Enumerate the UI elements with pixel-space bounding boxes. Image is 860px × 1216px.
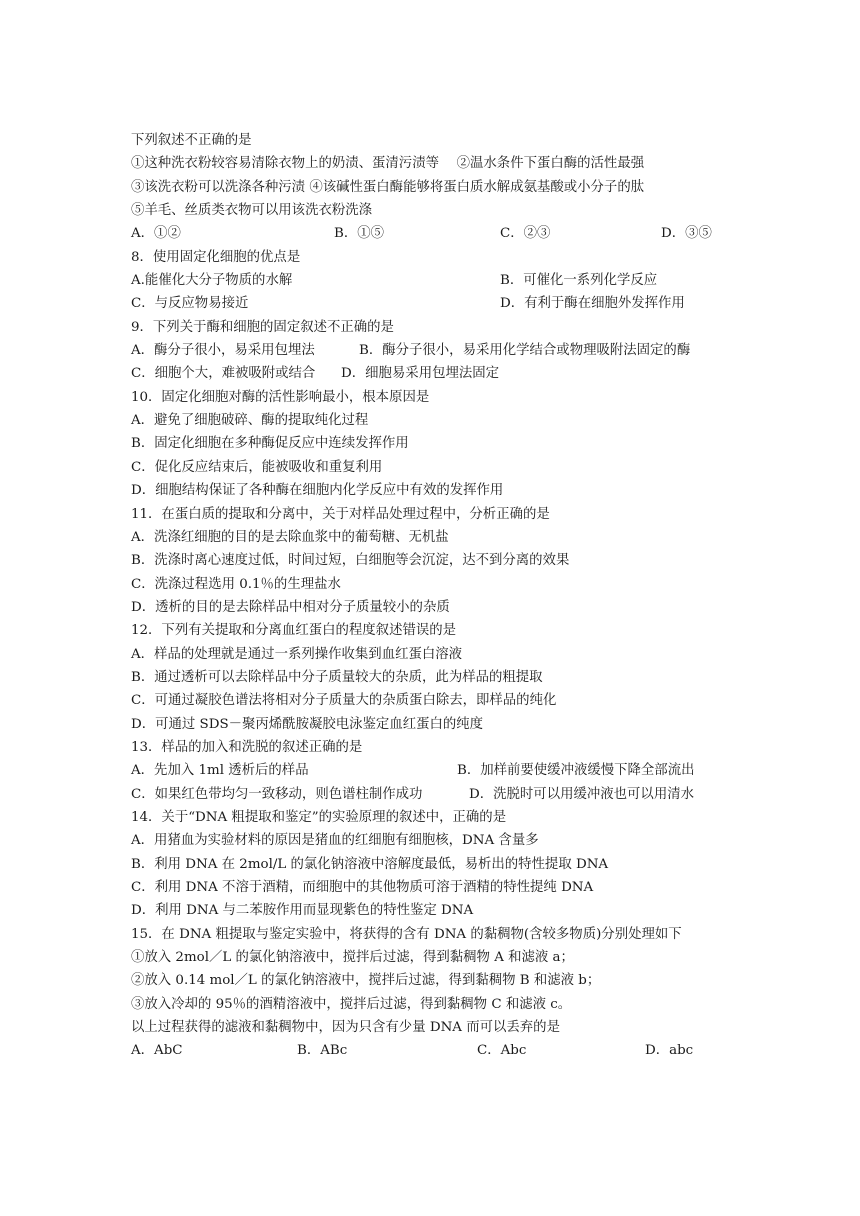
q10-option-b: B．固定化细胞在多种酶促反应中连续发挥作用 [131,436,409,452]
q8-options-row-1 [131,269,743,292]
q13-option-a: A．先加入 1ml 透析后的样品 [131,763,309,779]
q11-stem: 11．在蛋白质的提取和分离中，关于对样品处理过程中，分析正确的是 [131,506,550,522]
q11-option-c: C．洗涤过程选用 0.1％的生理盐水 [131,576,341,592]
q12-option-b: B．通过透析可以去除样品中分子质量较大的杂质，此为样品的粗提取 [131,669,543,685]
q11-option-b: B．洗涤时离心速度过低，时间过短，白细胞等会沉淀，达不到分离的效果 [131,553,570,569]
q12-stem: 12．下列有关提取和分离血红蛋白的程度叙述错误的是 [131,623,457,639]
q11-option-a: A．洗涤红细胞的目的是去除血浆中的葡萄糖、无机盐 [131,529,449,545]
q12-option-a: A．样品的处理就是通过一系列操作收集到血红蛋白溶液 [131,646,463,662]
q14-option-b: B．利用 DNA 在 2mol/L 的氯化钠溶液中溶解度最低，易析出的特性提取 DNA [131,856,609,872]
q8-stem: 8．使用固定化细胞的优点是 [131,249,301,265]
q8-option-c: C．与反应物易接近 [131,296,249,312]
q8-option-d: D．有利于酶在细胞外发挥作用 [500,296,685,312]
q14-option-a: A．用猪血为实验材料的原因是猪血的红细胞有细胞核，DNA 含量多 [131,833,539,849]
q9-option-a: A．酶分子很小，易采用包埋法 [131,343,315,359]
q9-options-row-1 [131,339,743,362]
q10-option-a: A．避免了细胞破碎、酶的提取纯化过程 [131,413,369,429]
q12-option-c: C．可通过凝胶色谱法将相对分子质量大的杂质蛋白除去，即样品的纯化 [131,693,557,709]
q11-option-d: D．透析的目的是去除样品中相对分子质量较小的杂质 [131,599,450,615]
q9-stem: 9．下列关于酶和细胞的固定叙述不正确的是 [131,319,394,335]
question-list [131,129,743,1063]
q14-option-c: C．利用 DNA 不溶于酒精，而细胞中的其他物质可溶于酒精的特性提纯 DNA [131,880,594,895]
q8-option-a: A.能催化大分子物质的水解 [131,273,293,289]
q7-item-1: ①这种洗衣粉较容易清除衣物上的奶渍、蛋清污渍等 ②温水条件下蛋白酶的活性最强 [131,156,645,172]
q15-option-d: D．abc [645,1043,694,1059]
q12-option-d: D．可通过 SDS－聚丙烯酰胺凝胶电泳鉴定血红蛋白的纯度 [131,716,484,732]
q9-option-d: D．细胞易采用包埋法固定 [341,366,500,382]
q15-option-b: B．ABc [297,1043,348,1059]
q8-option-b: B．可催化一系列化学反应 [500,273,658,289]
q10-option-d: D．细胞结构保证了各种酶在细胞内化学反应中有效的发挥作用 [131,483,504,499]
q13-option-b: B．加样前要使缓冲液缓慢下降全部流出 [457,763,695,779]
q7-item-3: ⑤羊毛、丝质类衣物可以用该洗衣粉洗涤 [131,203,373,219]
q15-stem: 15．在 DNA 粗提取与鉴定实验中，将获得的含有 DNA 的黏稠物(含较多物质)分别处理如下 [131,926,682,942]
q8-options-row-2 [131,292,743,315]
q13-stem: 13．样品的加入和洗脱的叙述正确的是 [131,739,363,755]
q14-option-d: D．利用 DNA 与二苯胺作用而显现紫色的特性鉴定 DNA [131,903,474,919]
q14-stem: 14．关于“DNA 粗提取和鉴定”的实验原理的叙述中，正确的是 [131,809,507,825]
q7-stem: 下列叙述不正确的是 [131,133,252,148]
q15-option-c: C．Abc [477,1043,527,1059]
q13-options-row-1 [131,759,743,782]
q15-option-a: A．AbC [131,1043,183,1059]
q9-option-b: B．酶分子很小，易采用化学结合或物理吸附法固定的酶 [359,343,691,359]
q7-option-c: C．②③ [500,226,551,242]
q13-options-row-2 [131,783,743,806]
q13-option-c: C．如果红色带均匀一致移动，则色谱柱制作成功 [131,786,423,802]
q15-item-3: ③放入冷却的 95％的酒精溶液中，搅拌后过滤，得到黏稠物 C 和滤液 c。 [131,996,572,1012]
q9-option-c: C．细胞个大，难被吸附或结合 [131,366,316,382]
q7-option-b: B．①⑤ [334,226,385,242]
q13-option-d: D．洗脱时可以用缓冲液也可以用清水 [469,786,694,802]
q9-options-row-2 [131,362,743,385]
q7-option-d: D．③⑤ [661,226,712,242]
q15-options [131,1039,743,1062]
q15-item-1: ①放入 2mol／L 的氯化钠溶液中，搅拌后过滤，得到黏稠物 A 和滤液 a； [131,950,574,966]
q7-options [131,222,743,245]
q10-stem: 10．固定化细胞对酶的活性影响最小，根本原因是 [131,389,430,405]
q7-option-a: A．①② [131,226,181,242]
q10-option-c: C．促化反应结束后，能被吸收和重复利用 [131,459,383,475]
q15-item-2: ②放入 0.14 mol／L 的氯化钠溶液中，搅拌后过滤，得到黏稠物 B 和滤液 b； [131,973,601,989]
q15-question: 以上过程获得的滤液和黏稠物中，因为只含有少量 DNA 而可以丢弃的是 [131,1020,560,1036]
q7-item-2: ③该洗衣粉可以洗涤各种污渍 ④该碱性蛋白酶能够将蛋白质水解成氨基酸或小分子的肽 [131,179,645,195]
